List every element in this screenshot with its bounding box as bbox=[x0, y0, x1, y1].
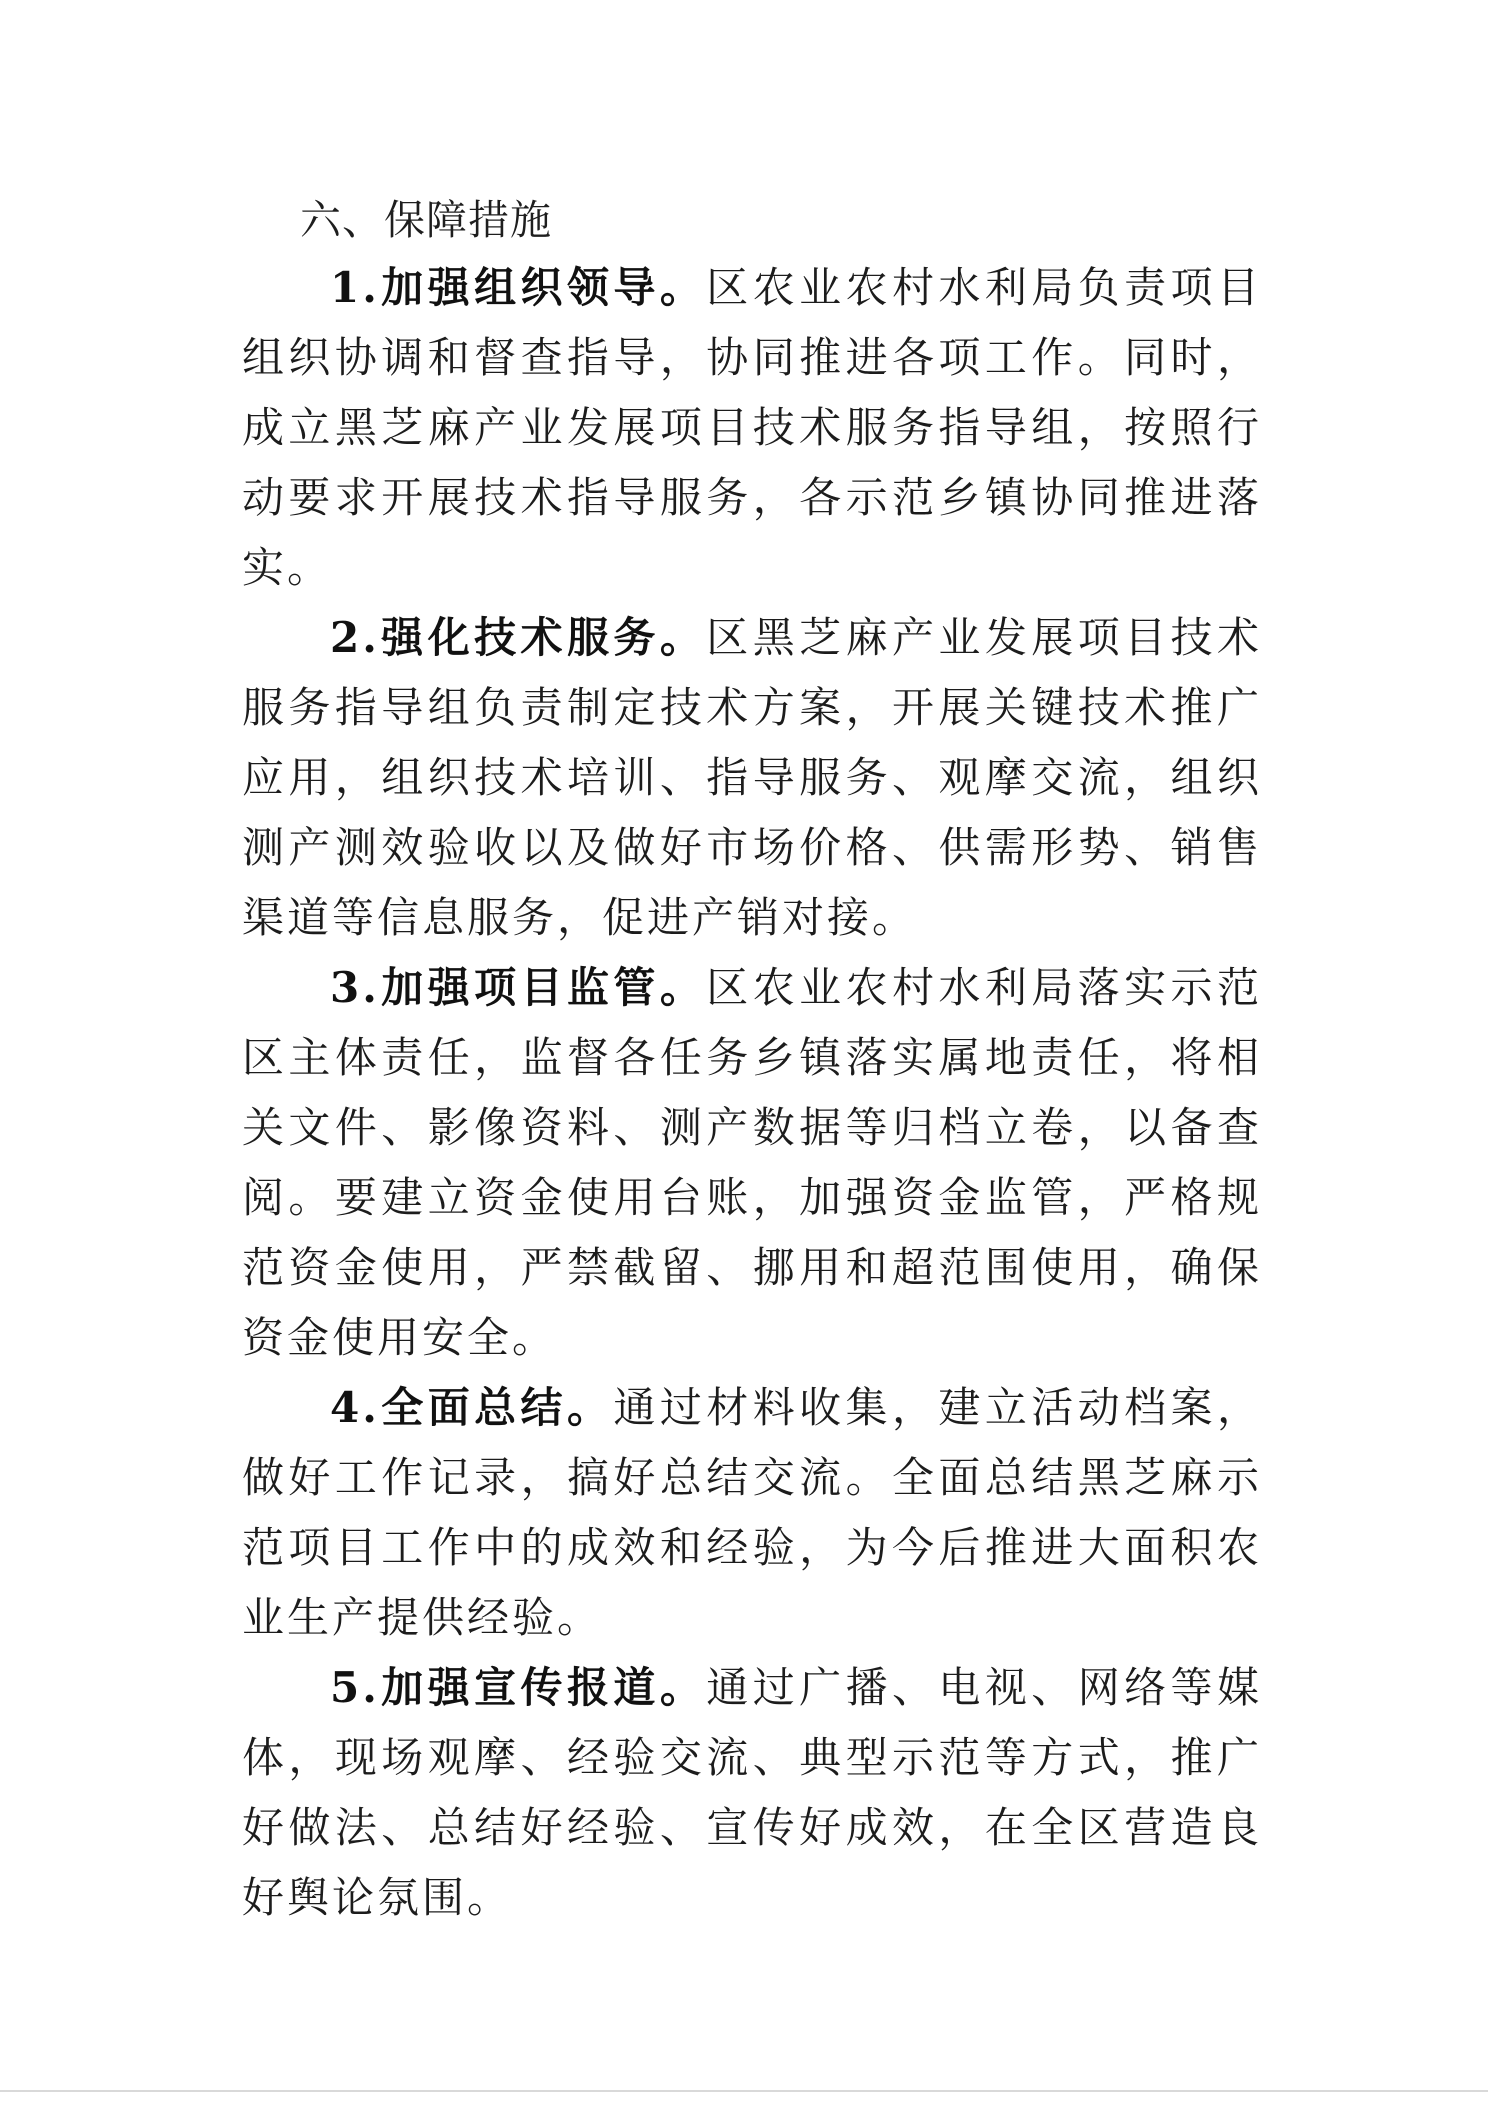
paragraph-5 bbox=[242, 1653, 1262, 1933]
item-title-5: 5.加强宣传报道。 bbox=[330, 1663, 707, 1712]
scan-edge-line bbox=[0, 2090, 1488, 2092]
item-title-1: 1.加强组织领导。 bbox=[330, 263, 707, 312]
item-title-3: 3.加强项目监管。 bbox=[330, 963, 707, 1012]
paragraph-3 bbox=[242, 953, 1262, 1373]
item-body-5: 通过广播、电视、网络等媒体，现场观摩、经验交流、典型示范等方式，推广好做法、总结好经验、宣传好成效，在全区营造良好舆论氛围。 bbox=[242, 1663, 1262, 1922]
item-body-1: 区农业农村水利局负责项目组织协调和督查指导，协同推进各项工作。同时，成立黑芝麻产业发展项目技术服务指导组，按照行动要求开展技术指导服务，各示范乡镇协同推进落实。 bbox=[242, 263, 1262, 592]
item-title-2: 2.强化技术服务。 bbox=[330, 613, 707, 662]
paragraph-2 bbox=[242, 603, 1262, 953]
document-body bbox=[242, 253, 1262, 1933]
paragraph-4 bbox=[242, 1373, 1262, 1653]
item-body-2: 区黑芝麻产业发展项目技术服务指导组负责制定技术方案，开展关键技术推广应用，组织技术培训、指导服务、观摩交流，组织测产测效验收以及做好市场价格、供需形势、销售渠道等信息服务，促进产销对接。 bbox=[242, 613, 1262, 942]
paragraph-1 bbox=[242, 253, 1262, 603]
item-title-4: 4.全面总结。 bbox=[330, 1383, 614, 1432]
item-body-4: 通过材料收集，建立活动档案，做好工作记录，搞好总结交流。全面总结黑芝麻示范项目工作中的成效和经验，为今后推进大面积农业生产提供经验。 bbox=[242, 1383, 1262, 1642]
section-heading: 六、保障措施 bbox=[300, 196, 552, 244]
item-body-3: 区农业农村水利局落实示范区主体责任，监督各任务乡镇落实属地责任，将相关文件、影像资料、测产数据等归档立卷，以备查阅。要建立资金使用台账，加强资金监管，严格规范资金使用，严禁截留、挪用和超范围使用，确保资金使用安全。 bbox=[242, 963, 1262, 1362]
